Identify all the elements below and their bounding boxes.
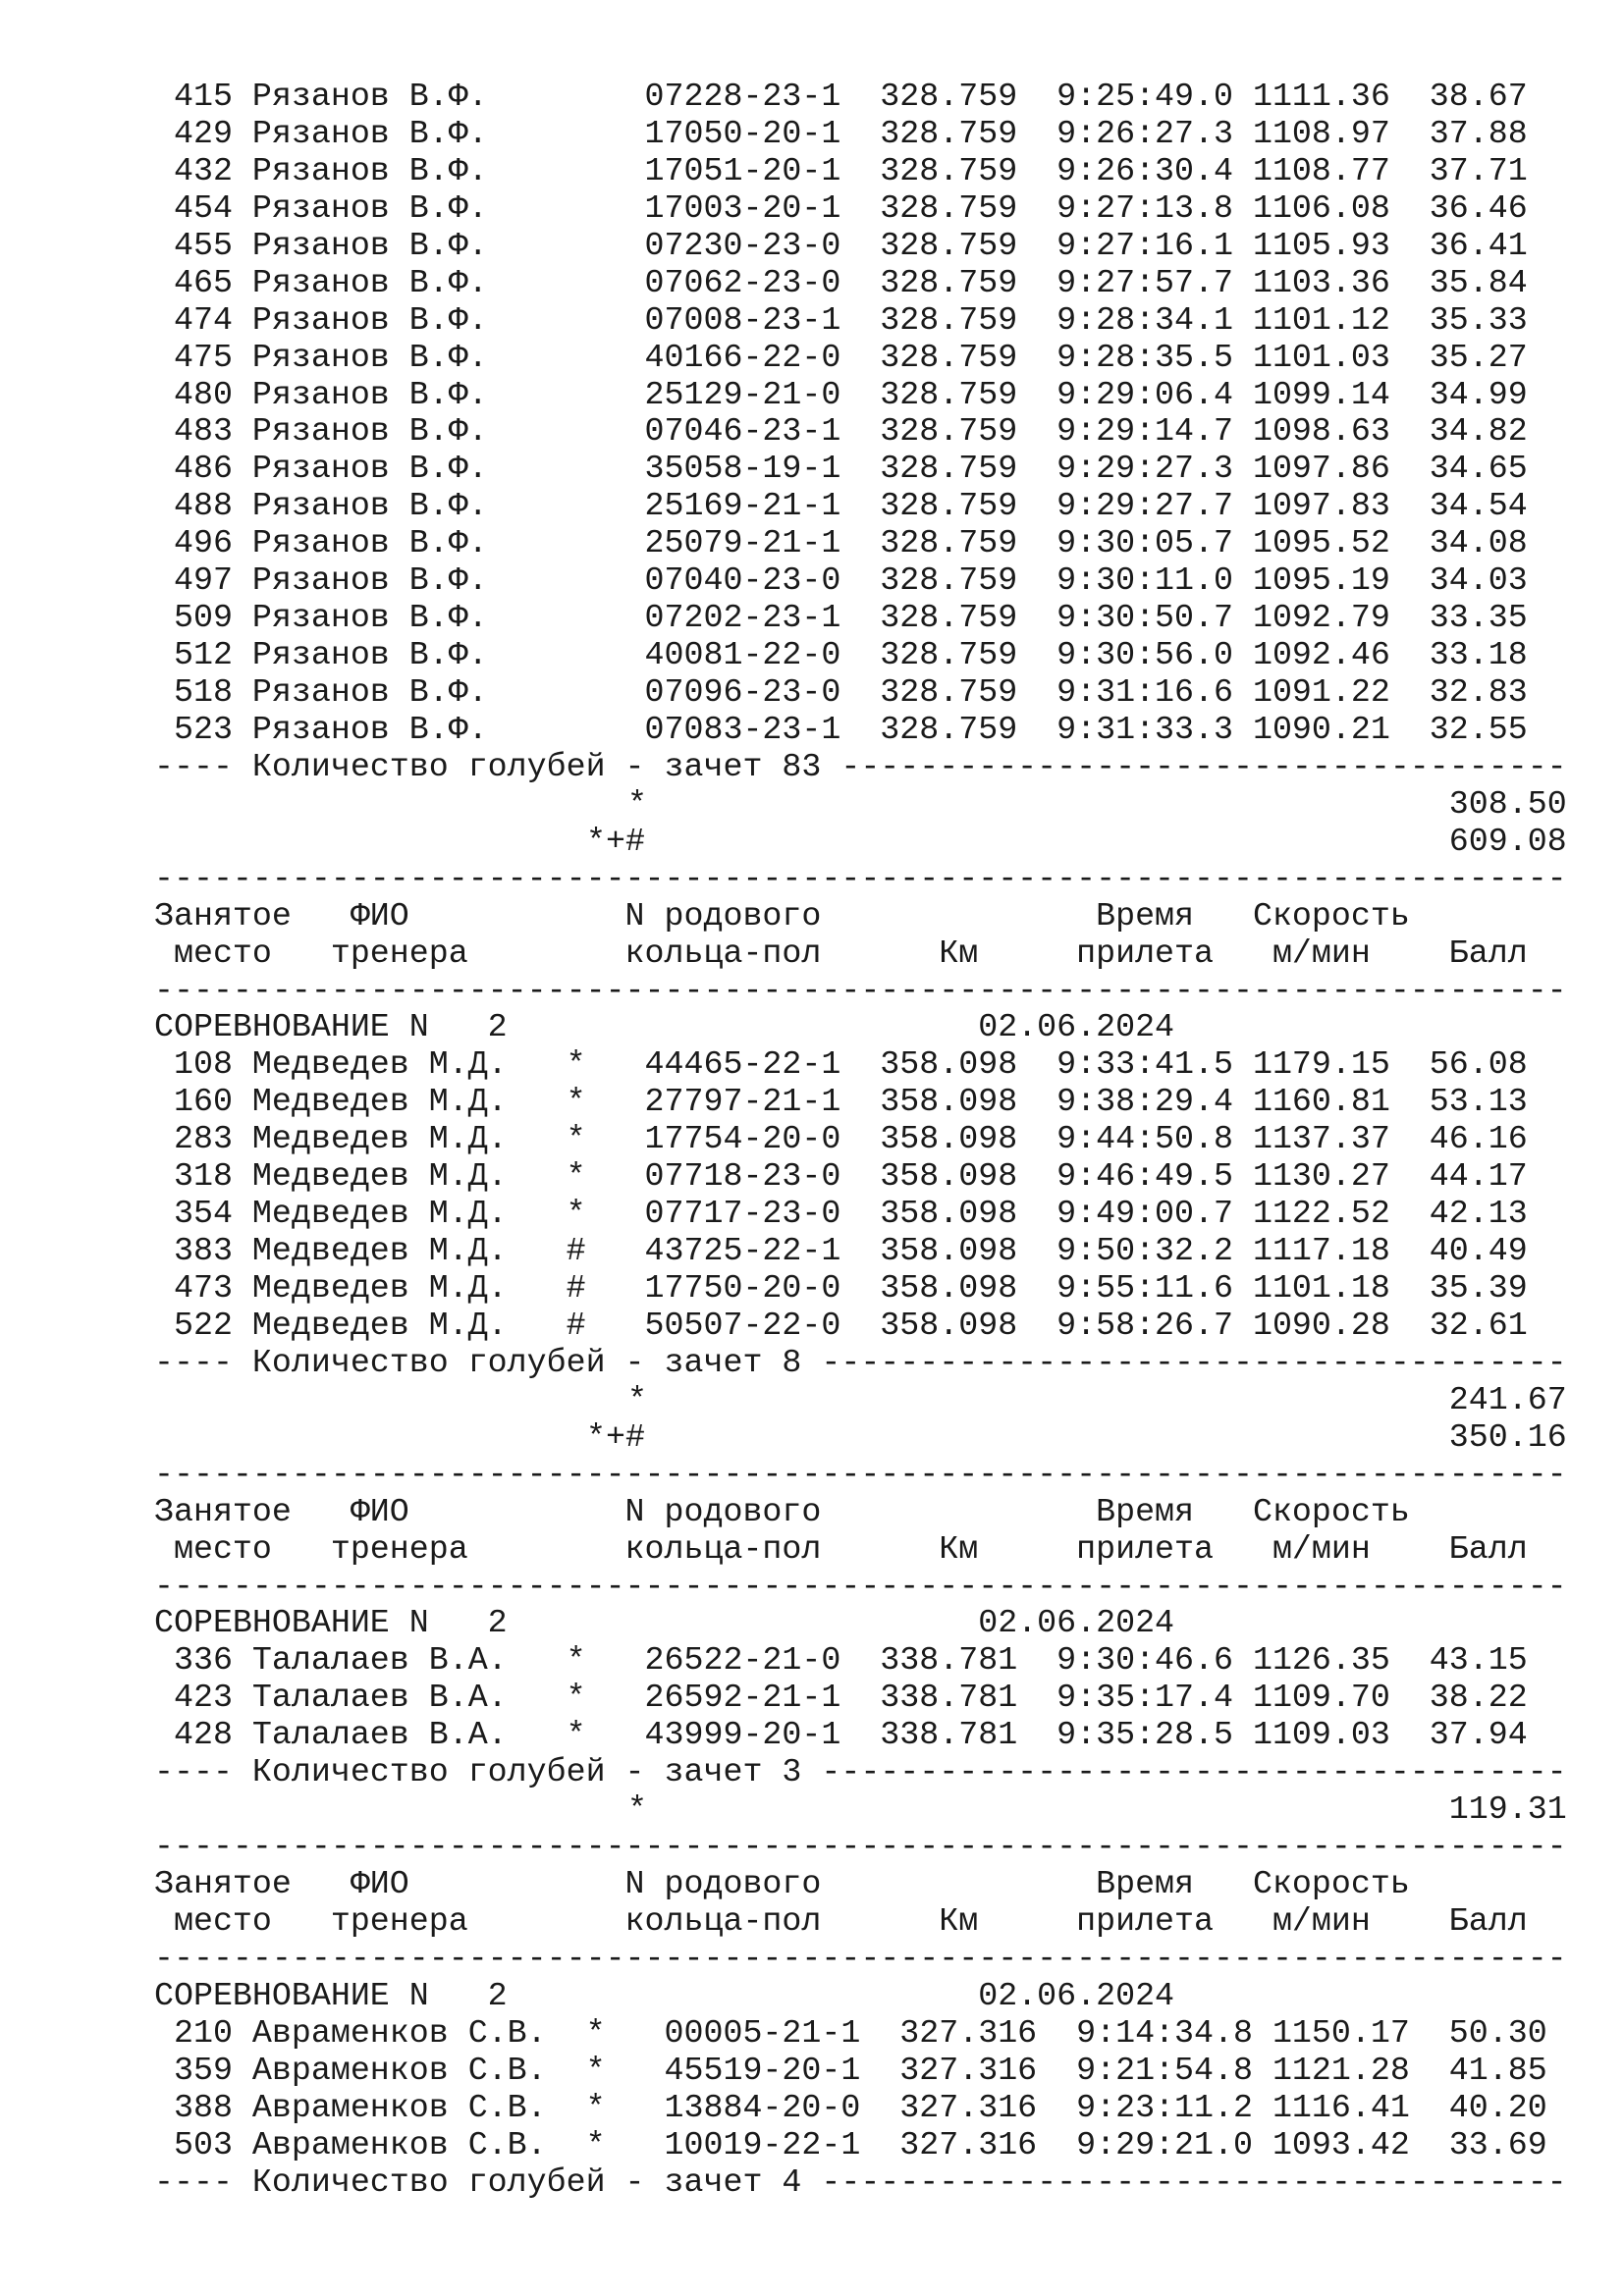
result-row: 210 Авраменков С.В. * 00005-21-1 327.316 9:14:34.8 1150.17 50.30 — [154, 2013, 1547, 2052]
result-row: 359 Авраменков С.В. * 45519-20-1 327.316 9:21:54.8 1121.28 41.85 — [154, 2051, 1547, 2089]
divider-line: ------------------------------------------------------------------------ — [154, 971, 1567, 1009]
competition-title: СОРЕВНОВАНИЕ N 2 02.06.2024 — [154, 1604, 1175, 1642]
summary-value: 241.67 — [1448, 1380, 1567, 1418]
summary-mark: *+# — [586, 1417, 645, 1456]
result-row: 160 Медведев М.Д. * 27797-21-1 358.098 9:38:29.4 1160.81 53.13 — [154, 1083, 1528, 1121]
result-row: 283 Медведев М.Д. * 17754-20-0 358.098 9:44:50.8 1137.37 46.16 — [154, 1120, 1528, 1158]
summary-mark: *+# — [586, 822, 645, 860]
divider-line: ------------------------------------------------------------------------ — [154, 859, 1567, 897]
summary-line — [154, 1382, 1567, 1419]
result-row: 388 Авраменков С.В. * 13884-20-0 327.316 9:23:11.2 1116.41 40.20 — [154, 2088, 1547, 2126]
result-row: 523 Рязанов В.Ф. 07083-23-1 328.759 9:31:33.3 1090.21 32.55 — [154, 710, 1528, 748]
block-footer: ---- Количество голубей - зачет 3 -------------------------------------- — [154, 1753, 1567, 1791]
summary-mark: * — [627, 784, 647, 823]
competition-title: СОРЕВНОВАНИЕ N 2 02.06.2024 — [154, 1008, 1175, 1046]
result-row: 509 Рязанов В.Ф. 07202-23-1 328.759 9:30:50.7 1092.79 33.35 — [154, 599, 1528, 637]
result-row: 474 Рязанов В.Ф. 07008-23-1 328.759 9:28:34.1 1101.12 35.33 — [154, 300, 1528, 339]
divider-line: ------------------------------------------------------------------------ — [154, 1455, 1567, 1493]
result-row: 488 Рязанов В.Ф. 25169-21-1 328.759 9:29:27.7 1097.83 34.54 — [154, 487, 1528, 525]
summary-line — [154, 786, 1567, 824]
result-row: 354 Медведев М.Д. * 07717-23-0 358.098 9:49:00.7 1122.52 42.13 — [154, 1195, 1528, 1233]
result-row: 475 Рязанов В.Ф. 40166-22-0 328.759 9:28:35.5 1101.03 35.27 — [154, 338, 1528, 376]
divider-line: ------------------------------------------------------------------------ — [154, 1828, 1567, 1866]
result-row: 503 Авраменков С.В. * 10019-22-1 327.316 9:29:21.0 1093.42 33.69 — [154, 2125, 1547, 2163]
result-row: 415 Рязанов В.Ф. 07228-23-1 328.759 9:25:49.0 1111.36 38.67 — [154, 78, 1528, 115]
result-row: 486 Рязанов В.Ф. 35058-19-1 328.759 9:29:27.3 1097.86 34.65 — [154, 450, 1528, 488]
summary-value: 609.08 — [1448, 822, 1567, 860]
summary-value: 308.50 — [1448, 784, 1567, 823]
table-header-row: Занятое ФИО N родового Время Скорость — [154, 1492, 1410, 1530]
result-row: 455 Рязанов В.Ф. 07230-23-0 328.759 9:27:16.1 1105.93 36.41 — [154, 226, 1528, 264]
result-row: 497 Рязанов В.Ф. 07040-23-0 328.759 9:30:11.0 1095.19 34.03 — [154, 561, 1528, 600]
result-row: 108 Медведев М.Д. * 44465-22-1 358.098 9:33:41.5 1179.15 56.08 — [154, 1045, 1528, 1084]
summary-value: 119.31 — [1448, 1790, 1567, 1829]
result-row: 432 Рязанов В.Ф. 17051-20-1 328.759 9:26:30.4 1108.77 37.71 — [154, 151, 1528, 189]
summary-mark: * — [627, 1790, 647, 1829]
result-row: 496 Рязанов В.Ф. 25079-21-1 328.759 9:30:05.7 1095.52 34.08 — [154, 524, 1528, 562]
block-footer: ---- Количество голубей - зачет 83 ------------------------------------- — [154, 747, 1567, 785]
table-header-row: место тренера кольца-пол Км прилета м/мин Балл — [154, 1529, 1528, 1568]
divider-line: ------------------------------------------------------------------------ — [154, 1939, 1567, 1977]
divider-line: ------------------------------------------------------------------------ — [154, 1567, 1567, 1605]
result-row: 518 Рязанов В.Ф. 07096-23-0 328.759 9:31:16.6 1091.22 32.83 — [154, 673, 1528, 711]
result-row: 480 Рязанов В.Ф. 25129-21-0 328.759 9:29:06.4 1099.14 34.99 — [154, 375, 1528, 413]
block-footer: ---- Количество голубей - зачет 4 -------------------------------------- — [154, 2163, 1567, 2201]
summary-mark: * — [627, 1380, 647, 1418]
competition-title: СОРЕВНОВАНИЕ N 2 02.06.2024 — [154, 1976, 1175, 2014]
result-row: 454 Рязанов В.Ф. 17003-20-1 328.759 9:27:13.8 1106.08 36.46 — [154, 188, 1528, 227]
result-row: 465 Рязанов В.Ф. 07062-23-0 328.759 9:27:57.7 1103.36 35.84 — [154, 263, 1528, 301]
table-header-row: место тренера кольца-пол Км прилета м/мин Балл — [154, 934, 1528, 972]
summary-line — [154, 824, 1567, 861]
result-row: 522 Медведев М.Д. # 50507-22-0 358.098 9:58:26.7 1090.28 32.61 — [154, 1306, 1528, 1344]
result-row: 336 Талалаев В.А. * 26522-21-0 338.781 9:30:46.6 1126.35 43.15 — [154, 1641, 1528, 1680]
result-row: 473 Медведев М.Д. # 17750-20-0 358.098 9:55:11.6 1101.18 35.39 — [154, 1269, 1528, 1307]
result-row: 483 Рязанов В.Ф. 07046-23-1 328.759 9:29:14.7 1098.63 34.82 — [154, 412, 1528, 451]
result-row: 428 Талалаев В.А. * 43999-20-1 338.781 9:35:28.5 1109.03 37.94 — [154, 1716, 1528, 1754]
table-header-row: Занятое ФИО N родового Время Скорость — [154, 1865, 1410, 1902]
table-header-row: Занятое ФИО N родового Время Скорость — [154, 896, 1410, 934]
block-footer: ---- Количество голубей - зачет 8 -------------------------------------- — [154, 1343, 1567, 1381]
result-row: 383 Медведев М.Д. # 43725-22-1 358.098 9:50:32.2 1117.18 40.49 — [154, 1232, 1528, 1270]
result-row: 429 Рязанов В.Ф. 17050-20-1 328.759 9:26:27.3 1108.97 37.88 — [154, 114, 1528, 152]
summary-line — [154, 1791, 1567, 1829]
results-printout — [154, 79, 1567, 2201]
result-row: 512 Рязанов В.Ф. 40081-22-0 328.759 9:30:56.0 1092.46 33.18 — [154, 636, 1528, 674]
result-row: 423 Талалаев В.А. * 26592-21-1 338.781 9:35:17.4 1109.70 38.22 — [154, 1679, 1528, 1717]
summary-line — [154, 1419, 1567, 1457]
summary-value: 350.16 — [1448, 1417, 1567, 1456]
result-row: 318 Медведев М.Д. * 07718-23-0 358.098 9:46:49.5 1130.27 44.17 — [154, 1157, 1528, 1196]
table-header-row: место тренера кольца-пол Км прилета м/мин Балл — [154, 1901, 1528, 1940]
